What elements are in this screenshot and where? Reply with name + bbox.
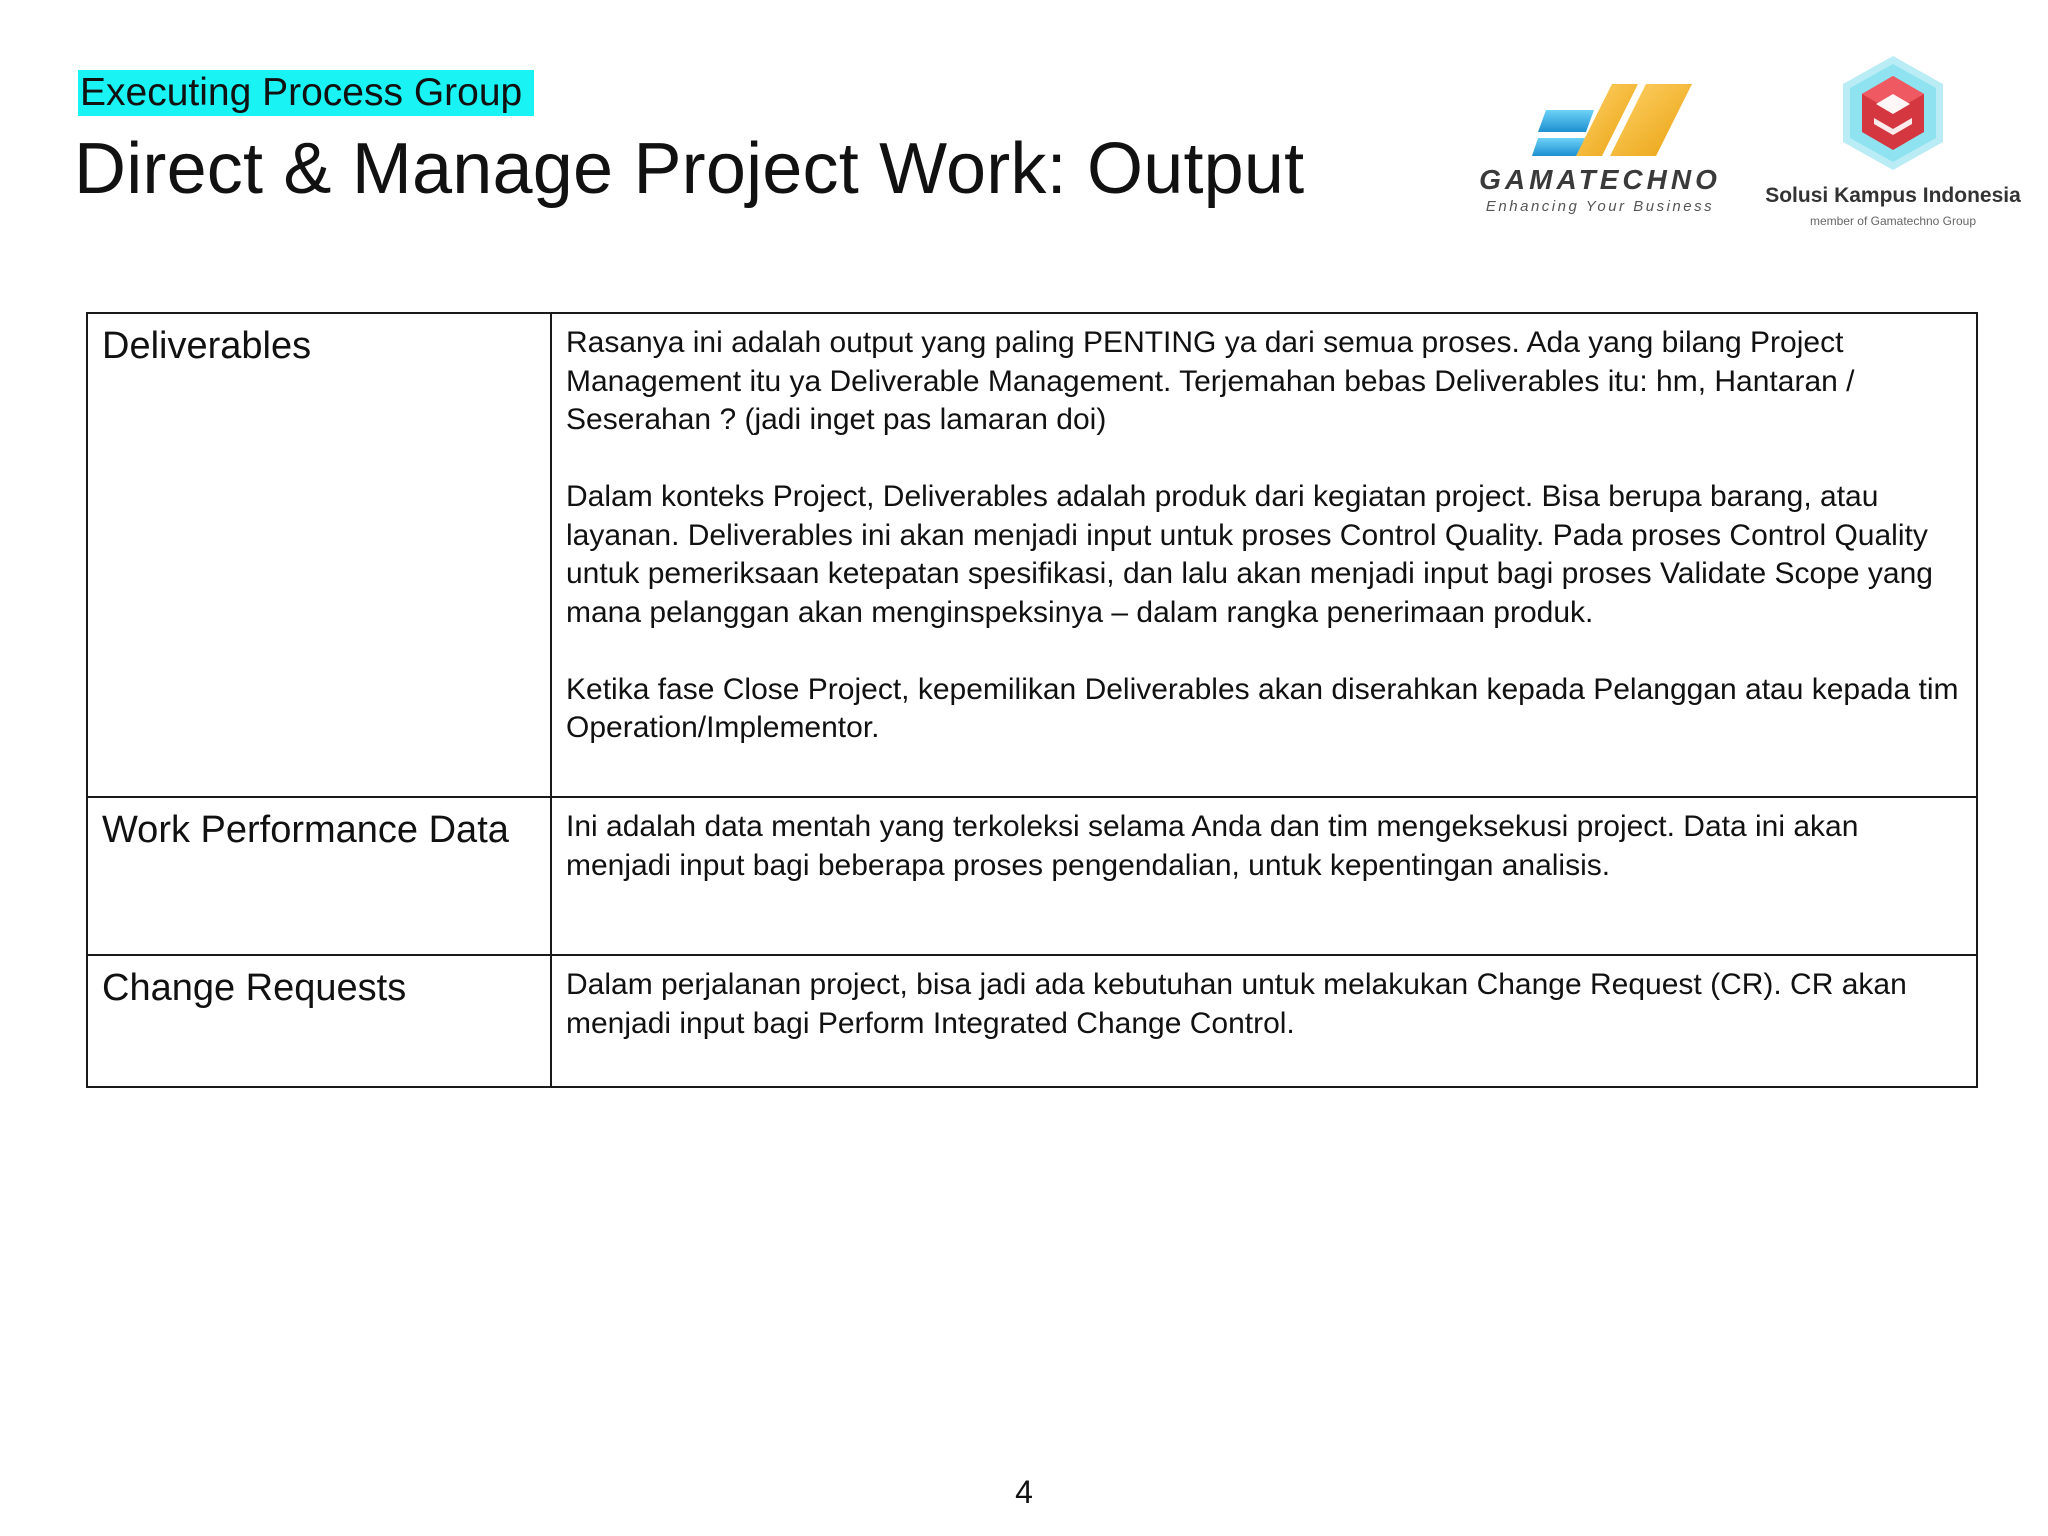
solusi-kampus-emblem-icon <box>1762 54 2024 182</box>
row-label: Work Performance Data <box>87 797 551 955</box>
gamatechno-emblem-icon <box>1462 80 1738 164</box>
description-paragraph: Rasanya ini adalah output yang paling PENTING ya dari semua proses. Ada yang bilang Project Management itu ya Deliverable Management. Terjemahan bebas Deliverables itu: hm, Hantaran / Seserahan ? (jadi inget pas lamaran doi) <box>566 326 1855 436</box>
description-paragraph: Ini adalah data mentah yang terkoleksi selama Anda dan tim mengeksekusi project. Data ini akan menjadi input bagi beberapa proses pengendalian, untuk kepentingan analisis. <box>566 810 1859 882</box>
description-paragraph: Ketika fase Close Project, kepemilikan Deliverables akan diserahkan kepada Pelanggan atau kepada tim Operation/Implementor. <box>566 672 1959 744</box>
table-row <box>87 955 1977 1087</box>
description-paragraph: Dalam perjalanan project, bisa jadi ada kebutuhan untuk melakukan Change Request (CR). CR akan menjadi input bagi Perform Integrated Change Control. <box>566 968 1907 1040</box>
outputs-table <box>86 312 1978 1088</box>
description-paragraph: Dalam konteks Project, Deliverables adalah produk dari kegiatan project. Bisa berupa barang, atau layanan. Deliverables ini akan menjadi input untuk proses Control Quality. Pada proses Control Quality untuk pemeriksaan ketepatan spesifikasi, dan lalu akan menjadi input bagi proses Validate Scope yang mana pelanggan akan menginspeksinya – dalam rangka penerimaan produk. <box>566 480 1933 629</box>
solusi-kampus-logo <box>1762 54 2024 234</box>
solusi-kampus-name: Solusi Kampus Indonesia <box>1765 184 2021 207</box>
process-group-tag: Executing Process Group <box>78 70 534 116</box>
gamatechno-logo <box>1462 80 1738 220</box>
row-description <box>551 313 1977 797</box>
solusi-kampus-subtitle: member of Gamatechno Group <box>1809 214 1977 228</box>
page-title: Direct & Manage Project Work: Output <box>74 129 1305 209</box>
page-number: 4 <box>1015 1474 1033 1510</box>
row-description <box>551 955 1977 1087</box>
table-row <box>87 797 1977 955</box>
table-row <box>87 313 1977 797</box>
gamatechno-wordmark: GAMATECHNO <box>1479 164 1721 195</box>
gamatechno-tagline: Enhancing Your Business <box>1485 198 1715 215</box>
row-description <box>551 797 1977 955</box>
row-label: Change Requests <box>87 955 551 1087</box>
row-label: Deliverables <box>87 313 551 797</box>
